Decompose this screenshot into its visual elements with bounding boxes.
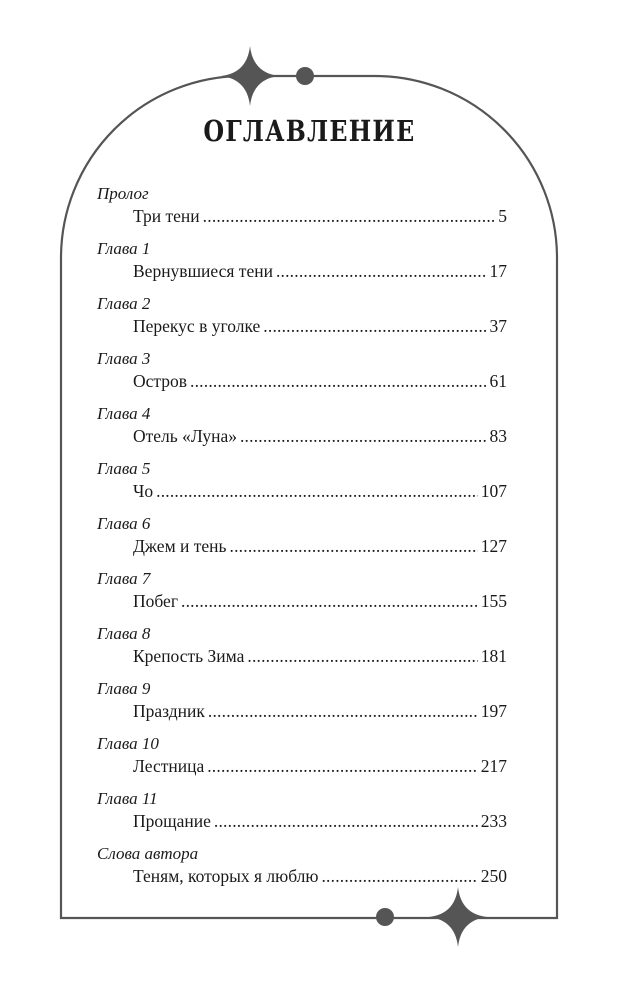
chapter-title: Праздник (133, 701, 205, 721)
chapter-title: Джем и тень (133, 536, 227, 556)
section-label: Глава 4 (97, 404, 151, 423)
chapter-title: Теням, которых я люблю (133, 866, 319, 886)
toc-line (133, 755, 507, 777)
toc-line (133, 810, 507, 832)
dot-leader (240, 425, 487, 447)
chapter-title: Чо (133, 481, 154, 501)
toc-line (133, 260, 507, 282)
page-number: 37 (489, 316, 507, 336)
dot-leader (214, 810, 478, 832)
chapter-title: Отель «Луна» (133, 426, 237, 446)
toc-entry (97, 182, 507, 237)
toc-entry (97, 842, 507, 897)
toc-line (133, 865, 507, 887)
page-number: 233 (480, 811, 507, 831)
chapter-title: Три тени (133, 206, 200, 226)
toc-line (133, 315, 507, 337)
dot-leader (190, 370, 486, 392)
section-label: Глава 1 (97, 239, 151, 258)
toc-entry (97, 787, 507, 842)
page-number: 250 (480, 866, 507, 886)
section-label: Глава 11 (97, 789, 158, 808)
dot-icon (376, 908, 394, 926)
dot-leader (203, 205, 496, 227)
chapter-title: Вернувшиеся тени (133, 261, 273, 281)
chapter-title: Перекус в уголке (133, 316, 261, 336)
toc-line (133, 700, 507, 722)
toc-entry (97, 732, 507, 787)
dot-leader (156, 480, 478, 502)
toc-entry (97, 622, 507, 677)
dot-leader (276, 260, 487, 282)
section-label: Глава 10 (97, 734, 159, 753)
page-number: 107 (480, 481, 507, 501)
four-point-star-icon (221, 46, 279, 106)
dot-icon (296, 67, 314, 85)
toc-line (133, 370, 507, 392)
page-number: 217 (480, 756, 507, 776)
chapter-title: Прощание (133, 811, 211, 831)
section-label: Глава 2 (97, 294, 151, 313)
dot-leader (208, 700, 478, 722)
toc-entry (97, 292, 507, 347)
section-label: Слова автора (97, 844, 199, 863)
dot-leader (181, 590, 478, 612)
page-number: 5 (498, 206, 507, 226)
dot-leader (247, 645, 477, 667)
section-label: Глава 3 (97, 349, 151, 368)
chapter-title: Лестница (133, 756, 205, 776)
dot-leader (207, 755, 478, 777)
section-label: Глава 5 (97, 459, 151, 478)
toc-line (133, 425, 507, 447)
chapter-title: Крепость Зима (133, 646, 245, 666)
chapter-title: Побег (133, 591, 179, 611)
section-label: Пролог (97, 184, 149, 203)
toc-entry (97, 512, 507, 567)
chapter-title: Остров (133, 371, 188, 391)
page-number: 61 (489, 371, 507, 391)
toc-entry (97, 457, 507, 512)
page-number: 17 (489, 261, 507, 281)
table-of-contents (97, 182, 507, 897)
toc-line (133, 205, 507, 227)
toc-entry (97, 567, 507, 622)
page-title: ОГЛАВЛЕНИЕ (203, 114, 416, 148)
page-number: 127 (480, 536, 507, 556)
section-label: Глава 8 (97, 624, 151, 643)
page-number: 155 (480, 591, 507, 611)
toc-line (133, 590, 507, 612)
toc-line (133, 645, 507, 667)
toc-line (133, 480, 507, 502)
toc-line (133, 535, 507, 557)
section-label: Глава 9 (97, 679, 151, 698)
section-label: Глава 6 (97, 514, 151, 533)
dot-leader (263, 315, 486, 337)
toc-entry (97, 237, 507, 292)
toc-entry (97, 402, 507, 457)
page-number: 181 (480, 646, 507, 666)
page-number: 197 (480, 701, 507, 721)
page-number: 83 (489, 426, 507, 446)
toc-entry (97, 347, 507, 402)
dot-leader (321, 865, 477, 887)
dot-leader (230, 535, 478, 557)
toc-entry (97, 677, 507, 732)
section-label: Глава 7 (97, 569, 151, 588)
